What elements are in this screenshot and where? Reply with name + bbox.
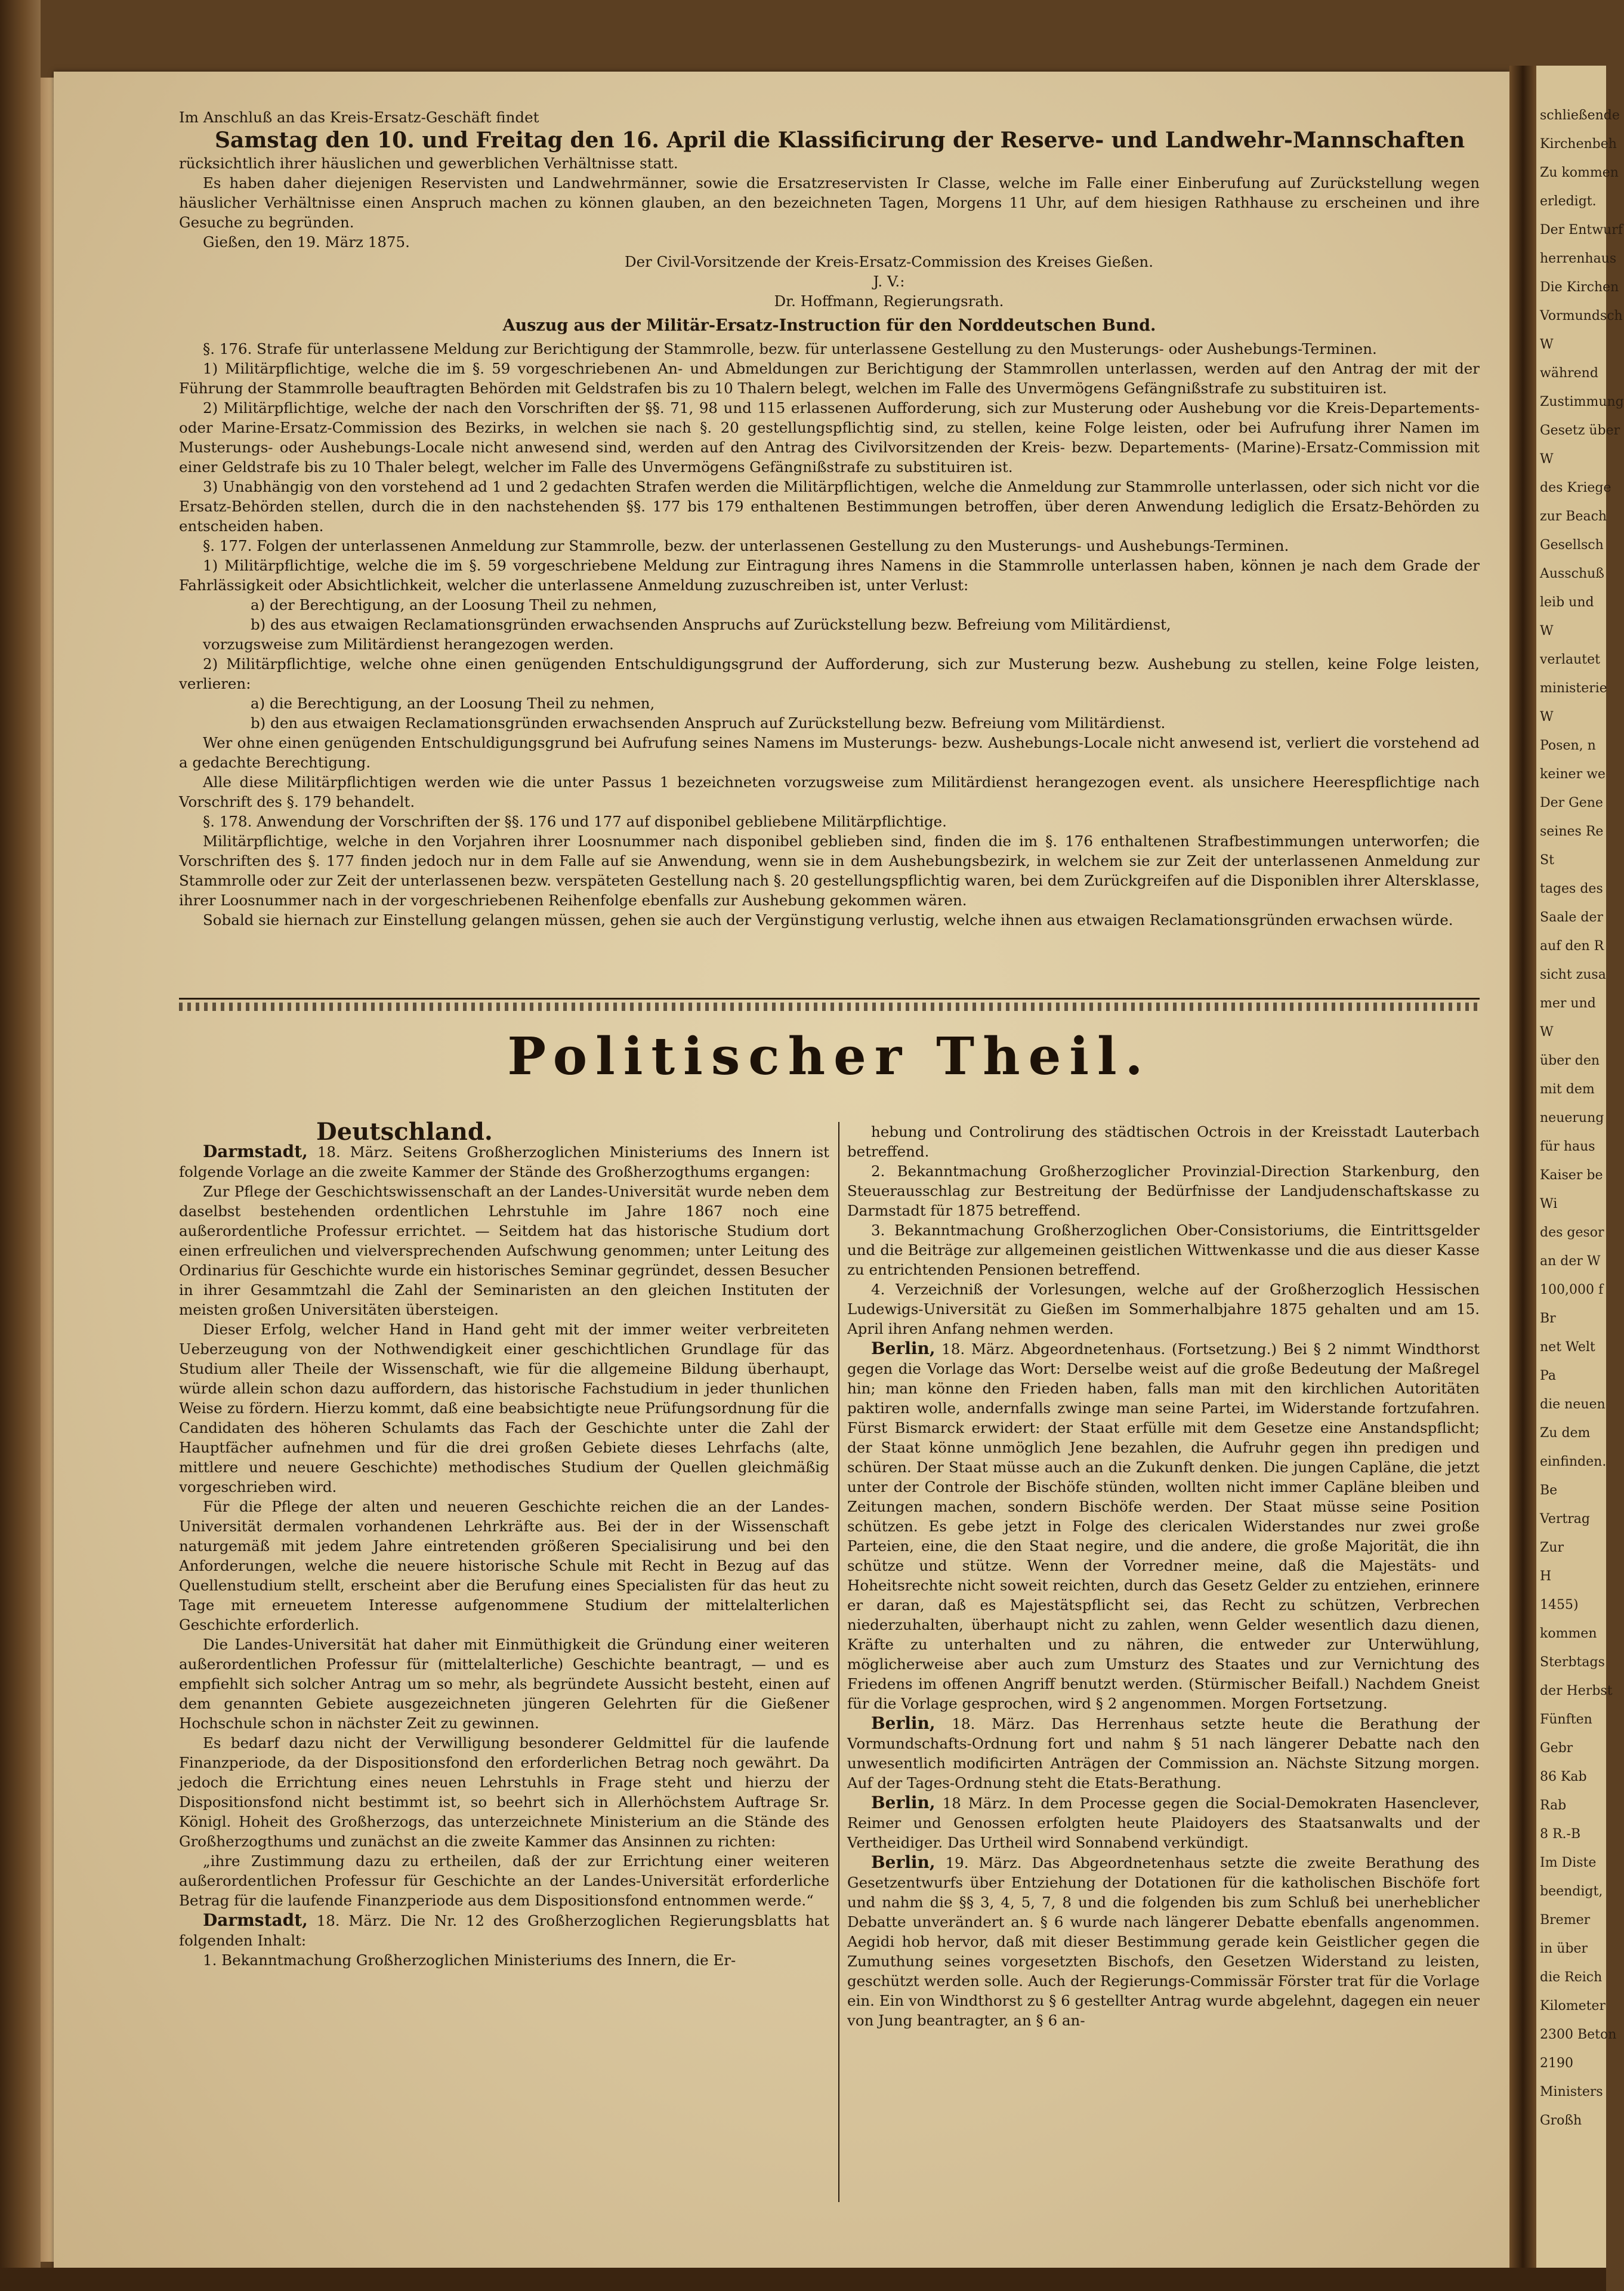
facing-page-fragment: Vertrag — [1540, 1512, 1590, 1527]
facing-page-fragment: beendigt, — [1540, 1884, 1603, 1899]
section-title: Politischer Theil. — [507, 1026, 1151, 1087]
facing-page-fragment: Be — [1540, 1483, 1558, 1498]
facing-page-fragment: die neuen — [1540, 1397, 1606, 1412]
facing-page-fragment: auf den R — [1540, 939, 1604, 954]
facing-page-fragment: Saale der — [1540, 910, 1603, 925]
paragraph-text: 2. Bekanntmachung Großherzoglicher Provinzial-Direction Starkenburg, den Steuerausschlag zur Bestreitung der Bedürfnisse der Landjudenschaftskasse zu Darmstadt für 1875 betreffend. — [847, 1163, 1480, 1219]
excerpt-paragraph: a) die Berechtigung, an der Loosung Theil zu nehmen, — [251, 695, 655, 712]
facing-page-fragment: Gebr — [1540, 1741, 1573, 1756]
article-paragraph — [179, 1182, 829, 1319]
excerpt-body — [179, 339, 1480, 930]
facing-page-fragment: leib und — [1540, 595, 1594, 610]
facing-page-fragment: Zur — [1540, 1540, 1564, 1555]
paragraph-text: 18. März. Die Nr. 12 des Großherzoglichen Regierungsblatts hat folgenden Inhalt: — [179, 1912, 829, 1949]
left-column — [179, 1118, 829, 1970]
facing-page-fragment: W — [1540, 1025, 1554, 1040]
paragraph-text: Dieser Erfolg, welcher Hand in Hand geht mit der immer weiter verbreiteten Ueberzeugung von der Nothwendigkeit einer geschichtlichen Grundlage für das Studium aller Theile der Wissenschaft, wie für die allgemeine Bildung überhaupt, würde allein schon dazu auffordern, das historische Fachstudium in jeder thunlichen Weise zu fördern. Hierzu kommt, daß eine beabsichtigte neue Prüfungsordnung für die Candidaten des höheren Schulamts das Fach der Geschichte unter die Zahl der Hauptfächer aufnehmen und für die drei großen Gebiete dieses Lehrfachs (alte, mittlere und neuere Geschichte) methodisches Studium der Quellen gleichmäßig vorgeschrieben wird. — [179, 1321, 829, 1496]
facing-page-fragment: 86 Kab — [1540, 1769, 1587, 1784]
facing-page-fragment: kommen — [1540, 1626, 1597, 1641]
article-paragraph — [847, 1793, 1480, 1852]
facing-page-fragment: Bremer — [1540, 1913, 1591, 1928]
excerpt-paragraph: Militärpflichtige, welche in den Vorjahren ihrer Loosnummer nach disponibel geblieben sind, finden die im §. 176 enthaltenen Strafbestimmungen unterworfen; die Vorschriften des §. 177 finden jedoch nur in dem Falle auf sie Anwendung, wenn sie in dem Aushebungsbezirk, in welchem sie zur Zeit der unterlassenen Anmeldung zur Stammrolle oder zur Zeit der unterlassenen bezw. verspäteten Gestellung nach §. 20 gestellungspflichtig waren, bei dem Zurückgreifen auf die Disponiblen ihrer Altersklasse, ihrer Loosnummer nach in der vorgeschriebenen Reihenfolge ebenfalls zur Aushebung gekommen wären. — [179, 832, 1480, 909]
facing-page-fragment: ministerie — [1540, 681, 1607, 696]
dateline: Darmstadt, — [203, 1910, 308, 1930]
facing-page-fragment: Wi — [1540, 1197, 1558, 1211]
facing-page-fragment: verlautet — [1540, 652, 1600, 667]
excerpt-paragraph: Sobald sie hiernach zur Einstellung gelangen müssen, gehen sie auch der Vergünstigung verlustig, welche ihnen aus etwaigen Reclamationsgründen erwachsen würde. — [203, 911, 1453, 929]
facing-page-fragment: sicht zusa — [1540, 967, 1606, 982]
facing-page-fragment: Die Kirchen — [1540, 280, 1619, 295]
paragraph-text: 3. Bekanntmachung Großherzoglichen Ober-Consistoriums, die Eintrittsgelder und die Beiträge zur allgemeinen geistlichen Wittwenkasse und die aus dieser Kasse zu entrichtenden Pensionen betreffend. — [847, 1222, 1480, 1278]
announcement-signer-jv: J. V.: — [873, 273, 905, 290]
article-paragraph — [179, 1950, 829, 1970]
facing-page-fragment: Pa — [1540, 1368, 1556, 1383]
paragraph-text: „ihre Zustimmung dazu zu ertheilen, daß der zur Errichtung einer weiteren außerordentlichen Professur für Geschichte an der Landes-Universität erforderliche Betrag für die laufende Finanzperiode aus dem Dispositionsfond entnommen werde.“ — [179, 1852, 829, 1909]
paragraph-text: hebung und Controlirung des städtischen Octrois in der Kreisstadt Lauterbach betreffend. — [847, 1123, 1480, 1160]
article-paragraph — [179, 1142, 829, 1182]
facing-page-fragment: erledigt. — [1540, 194, 1597, 209]
excerpt-title: Auszug aus der Militär-Ersatz-Instruction für den Norddeutschen Bund. — [502, 316, 1156, 335]
excerpt-paragraph: §. 177. Folgen der unterlassenen Anmeldung zur Stammrolle, bezw. der unterlassenen Gestellung zu den Musterungs- und Aushebungs-Terminen. — [203, 537, 1289, 554]
excerpt-paragraph: b) den aus etwaigen Reclamationsgründen erwachsenden Anspruch auf Zurückstellung bezw. Befreiung vom Militärdienst. — [251, 714, 1166, 732]
facing-page-fragment: herrenhaus — [1540, 251, 1617, 266]
facing-page-fragment: W — [1540, 710, 1554, 724]
left-column-body — [179, 1142, 829, 1970]
facing-page-fragment: Gesetz über — [1540, 423, 1620, 438]
ornamental-rule — [179, 1003, 1480, 1011]
facing-page-fragment: net Welt — [1540, 1340, 1595, 1355]
excerpt-paragraph: 2) Militärpflichtige, welche ohne einen genügenden Entschuldigungsgrund der Aufforderung, sich zur Musterung bezw. Aushebung zu stellen, keine Folge leisten, verlieren: — [179, 655, 1480, 692]
dateline: Berlin, — [871, 1793, 936, 1812]
article-paragraph — [847, 1161, 1480, 1220]
top-divider — [179, 998, 1480, 1000]
book-gutter — [1509, 66, 1536, 2286]
article-paragraph — [179, 1497, 829, 1635]
facing-page-edge — [1536, 66, 1624, 2286]
facing-page-fragment: einfinden. — [1540, 1454, 1607, 1469]
paragraph-text: 19. März. Das Abgeordnetenhaus setzte die zweite Berathung des Gesetzentwurfs über Entziehung der Dotationen für die katholischen Bischöfe fort und nahm die §§ 3, 4, 5, 7, 8 und die folgenden bis zum Schluß bei unerheblicher Debatte unverändert an. § 6 wurde nach längerer Debatte ebenfalls angenommen. Aegidi hob hervor, daß mit dieser Bestimmung gerade kein Geistlicher gegen die Zumuthung seines vorgesetzten Bischofs, den Gesetzen Widerstand zu leisten, geschützt werden solle. Auch der Regierungs-Commissär Förster trat für die Vorlage ein. Ein von Windthorst zu § 6 gestellter Antrag wurde abgelehnt, dagegen ein neuer von Jung beantragter, an § 6 an- — [847, 1854, 1480, 2029]
dateline: Berlin, — [871, 1713, 936, 1733]
excerpt-paragraph: 2) Militärpflichtige, welche der nach den Vorschriften der §§. 71, 98 und 115 erlassenen Aufforderung, sich zur Musterung oder Aushebung vor die Kreis-Departements- oder Marine-Ersatz-Commission des Bezirks, in welchen sie nach §. 20 gestellungspflichtig sind, zu stellen, keine Folge leisten, oder bei Aufrufung ihrer Namen im Musterungs- oder Aushebungs-Locale nicht anwesend sind, werden auf den Antrag des Civilvorsitzenden der Kreis- bezw. Departements- (Marine)-Ersatz-Commission mit einer Geldstrafe bis zu 10 Thaler belegt, welcher im Falle des Unvermögens Gefängnißstrafe zu substituiren ist. — [179, 399, 1480, 476]
facing-page-fragment: Kilometer — [1540, 1999, 1606, 2014]
announcement-date: Gießen, den 19. März 1875. — [203, 233, 410, 251]
facing-page-fragment: keiner we — [1540, 767, 1606, 782]
paragraph-text: 18. März. Seitens Großherzoglichen Ministeriums des Innern ist folgende Vorlage an die zweite Kammer der Stände des Großherzogthums ergangen: — [179, 1143, 829, 1180]
facing-page-fragment: Ministers — [1540, 2085, 1603, 2099]
paragraph-text: Es bedarf dazu nicht der Verwilligung besonderer Geldmittel für die laufende Finanzperiode, da der Dispositionsfond den erforderlichen Betrag noch gewährt. Da jedoch die Errichtung eines neuen Lehrstuhls in Frage steht und hierzu der Dispositionsfond nicht bestimmt ist, so beehrt sich in Allerhöchstem Auftrage Sr. Königl. Hoheit des Großherzogs, das unterzeichnete Ministerium an die Stände des Großherzogthums und zunächst an die zweite Kammer das Ansinnen zu richten: — [179, 1734, 829, 1850]
article-paragraph — [179, 1851, 829, 1910]
facing-page-fragment: für haus — [1540, 1139, 1595, 1154]
column-divider — [838, 1122, 839, 2202]
facing-page-fragment: 8 R.-B — [1540, 1827, 1581, 1842]
excerpt-paragraph: 3) Unabhängig von den vorstehend ad 1 und 2 gedachten Strafen werden die Militärpflichtigen, welche die Anmeldung zur Stammrolle unterlassen, oder sich nicht vor die Ersatz-Behörden stellen, durch die in den nachstehenden §§. 177 bis 179 enthaltenen Bestimmungen betroffen, über deren Anwendung lediglich die Ersatz-Behörden zu entscheiden haben. — [179, 478, 1480, 535]
facing-page-fragment: Br — [1540, 1311, 1556, 1326]
article-paragraph — [179, 1910, 829, 1950]
facing-page-fragment: seines Re — [1540, 824, 1604, 839]
announcement-headline: Samstag den 10. und Freitag den 16. April die Klassificirung der Reserve- und Landwehr-Mannschaften — [215, 128, 1465, 153]
facing-page-fragment: Kirchenbeh — [1540, 137, 1617, 152]
facing-page-fragment: Vormundsch — [1540, 309, 1623, 323]
announcement-paragraph: Es haben daher diejenigen Reservisten und Landwehrmänner, sowie die Ersatzreservisten Ir Classe, welche im Falle einer Einberufung auf Zurückstellung wegen häuslicher Verhältnisse einen Anspruch machen zu können glauben, an den bezeichneten Tagen, Morgens 11 Uhr, auf dem hiesigen Rathhause zu erscheinen und ihre Gesuche zu begründen. — [179, 174, 1480, 231]
paragraph-text: 18. März. Abgeordnetenhaus. (Fortsetzung.) Bei § 2 nimmt Windthorst gegen die Vorlage das Wort: Derselbe weist auf die große Bedeutung der Maßregel hin; man könne den Frieden haben, falls man mit den kirchlichen Autoritäten paktiren wolle, andernfalls zwinge man seine Partei, im Widerstande fortzufahren. Fürst Bismarck erwidert: der Staat erfülle mit dem Gesetze eine Anstandspflicht; der Staat könne unmöglich Jene bezahlen, die Aufruhr gegen ihn predigen und schüren. Der Staat müsse auch an die Zukunft denken. Die jungen Capläne, die jetzt unter der Controle der Bischöfe stünden, wollten nicht immer Capläne bleiben und Zeitungen machen, sondern Bischöfe werden. Der Staat müsse seine Position schützen. Es gebe jetzt in Folge des clericalen Widerstandes nur zwei große Parteien, eine, die den Staat negire, und die andere, die große Majorität, die ihn schütze und stütze. Wenn der Vorredner meine, daß die Majestäts- und Hoheitsrechte nicht soweit reichten, durch das Gesetz Gelder zu entziehen, erinnere er daran, daß es Majestätspflicht sei, das Recht zu schützen, Verbrechen niederzuhalten, überhaupt nicht zu zahlen, wenn Gelder wesentlich dazu dienen, Kräfte zu unterhalten und zu nähren, die entweder zur Unterwühlung, möglicherweise aber auch zum Umsturz des Staates und zur Vernichtung des Friedens im offenen Angriff benutzt werden. (Stürmischer Beifall.) Nachdem Gneist für die Vorlage gesprochen, wird § 2 angenommen. Morgen Fortsetzung. — [847, 1340, 1480, 1712]
facing-page-fragment: Zu kommen — [1540, 165, 1619, 180]
facing-page-fragment: Rab — [1540, 1798, 1567, 1813]
facing-page-fragment: während — [1540, 366, 1598, 381]
excerpt-paragraph: 1) Militärpflichtige, welche die im §. 59 vorgeschriebenen An- und Abmeldungen zur Berichtigung der Stammrollen unterlassen, werden auf den Antrag der mit der Führung der Stammrolle beauftragten Behörden mit Geldstrafen bis zu 10 Thalern belegt, welchen im Falle des Unvermögens Gefängnißstrafe zu substituiren ist. — [179, 360, 1480, 397]
facing-page-fragment: in über — [1540, 1941, 1588, 1956]
facing-page-fragment: die Reich — [1540, 1970, 1603, 1985]
article-paragraph — [847, 1852, 1480, 2030]
paragraph-text: Für die Pflege der alten und neueren Geschichte reichen die an der Landes-Universität dermalen vorhandenen Lehrkräfte aus. Bei der in der Wissenschaft naturgemäß mit jedem Jahre eintretenden größeren Specialisirung und bei den Anforderungen, welche die neuere historische Schule mit Recht in Bezug auf das Quellenstudium stellt, erscheint aber die Berufung eines Specialisten für das heut zu Tage mit erneuetem Interesse aufgenommene Studium der mittelalterlichen Geschichte erforderlich. — [179, 1498, 829, 1633]
article-paragraph — [179, 1733, 829, 1851]
facing-page-fragment: mit dem — [1540, 1082, 1595, 1097]
dateline: Berlin, — [871, 1852, 936, 1872]
dateline: Berlin, — [871, 1339, 936, 1358]
facing-page-fragment: 2190 — [1540, 2056, 1573, 2071]
facing-page-fragment: Fünften — [1540, 1712, 1592, 1727]
facing-page-fragment: Zu dem — [1540, 1426, 1591, 1441]
facing-page-fragment: Sterbtags — [1540, 1655, 1605, 1670]
announcement-signer: Der Civil-Vorsitzende der Kreis-Ersatz-Commission des Kreises Gießen. — [625, 253, 1153, 270]
excerpt-paragraph: a) der Berechtigung, an der Loosung Theil zu nehmen, — [251, 596, 657, 613]
article-paragraph — [179, 1319, 829, 1497]
excerpt-paragraph: §. 176. Strafe für unterlassene Meldung zur Berichtigung der Stammrolle, bezw. für unterlassene Gestellung zu den Musterungs- oder Aushebungs-Terminen. — [203, 340, 1377, 357]
paragraph-text: 18 März. In dem Processe gegen die Social-Demokraten Hasenclever, Reimer und Genossen erfolgten heute Plaidoyers des Staatsanwalts und der Vertheidiger. Das Urtheil wird Sonnabend verkündigt. — [847, 1794, 1480, 1851]
subsection-title: Deutschland. — [316, 1118, 493, 1146]
excerpt-paragraph: b) des aus etwaigen Reclamationsgründen erwachsenden Anspruchs auf Zurückstellung bezw. Befreiung vom Militärdienst, — [251, 616, 1171, 633]
facing-page-fragment: H — [1540, 1569, 1552, 1584]
facing-page-fragment: mer und — [1540, 996, 1596, 1011]
facing-page-fragment: 1455) — [1540, 1598, 1579, 1612]
right-column-body — [847, 1122, 1480, 2030]
facing-page-fragment: Der Entwurf — [1540, 223, 1623, 238]
facing-page-fragment: Großh — [1540, 2113, 1582, 2128]
bottom-edge — [0, 2268, 1606, 2291]
facing-page-fragment: zur Beach — [1540, 509, 1607, 524]
paragraph-text: Die Landes-Universität hat daher mit Einmüthigkeit die Gründung einer weiteren außerordentlichen Professur für (mittelalterliche) Geschichte beantragt, — und es empfiehlt sich solcher Antrag um so mehr, als begründete Aussicht besteht, einen auf dem genannten Gebiete ausgezeichneten jüngeren Gelehrten für die Gießener Hochschule schon in nächster Zeit zu gewinnen. — [179, 1636, 829, 1732]
paragraph-text: Zur Pflege der Geschichtswissenschaft an der Landes-Universität wurde neben dem daselbst bestehenden ordentlichen Lehrstuhle im Jahre 1867 noch eine außerordentliche Professur errichtet. — Seitdem hat das historische Studium dort einen erfreulichen und vielversprechenden Aufschwung genommen; unter Leitung des Ordinarius für Geschichte wurde ein historisches Seminar gegründet, dessen Besucher in ihrer Gesammtzahl die Zahl der Seminaristen an den gleichen Instituten der meisten großen Universitäten übersteigen. — [179, 1183, 829, 1318]
facing-page-fragment: neuerung — [1540, 1111, 1604, 1126]
announcement-intro: Im Anschluß an das Kreis-Ersatz-Geschäft findet — [179, 109, 539, 126]
facing-page-fragment: Ausschuß — [1540, 566, 1604, 581]
facing-page-fragment: 2300 Beton — [1540, 2027, 1617, 2042]
announcement-subline: rücksichtlich ihrer häuslichen und gewerblichen Verhältnisse statt. — [179, 155, 678, 172]
article-paragraph — [847, 1713, 1480, 1793]
facing-page-fragment: W — [1540, 337, 1554, 352]
article-paragraph — [179, 1635, 829, 1733]
article-paragraph — [847, 1279, 1480, 1339]
article-paragraph — [847, 1122, 1480, 1161]
facing-page-fragment: W — [1540, 452, 1554, 467]
article-paragraph — [847, 1220, 1480, 1279]
paragraph-text: 1. Bekanntmachung Großherzoglichen Ministeriums des Innern, die Er- — [203, 1951, 736, 1969]
facing-page-fragment: an der W — [1540, 1254, 1601, 1269]
facing-page-fragment: schließende — [1540, 108, 1620, 123]
facing-page-fragment: Der Gene — [1540, 795, 1603, 810]
excerpt-paragraph: Alle diese Militärpflichtigen werden wie die unter Passus 1 bezeichneten vorzugsweise zum Militärdienst herangezogen event. als unsichere Heerespflichtige nach Vorschrift des §. 179 behandelt. — [179, 773, 1480, 810]
facing-page-fragment: der Herbst — [1540, 1683, 1613, 1698]
facing-page-fragment: Im Diste — [1540, 1855, 1597, 1870]
facing-page-fragment: des Kriege — [1540, 480, 1611, 495]
excerpt-paragraph: vorzugsweise zum Militärdienst herangezogen werden. — [203, 636, 614, 653]
book-binding — [0, 0, 41, 2291]
paragraph-text: 18. März. Das Herrenhaus setzte heute die Berathung der Vormundschafts-Ordnung fort und nahm § 51 nach längerer Debatte nach den unwesentlich modificirten Anträgen der Commission an. Nächste Sitzung morgen. Auf der Tages-Ordnung steht die Etats-Berathung. — [847, 1715, 1480, 1792]
excerpt-paragraph: Wer ohne einen genügenden Entschuldigungsgrund bei Aufrufung seines Namens im Musterungs- bezw. Aushebungs-Locale nicht anwesend ist, verliert die vorstehend ad a gedachte Berechtigung. — [179, 734, 1480, 771]
facing-page-fragment: St — [1540, 853, 1554, 868]
facing-page-fragment: Kaiser be — [1540, 1168, 1603, 1183]
paragraph-text: 4. Verzeichniß der Vorlesungen, welche auf der Großherzoglich Hessischen Ludewigs-Universität zu Gießen im Sommerhalbjahre 1875 gehalten und am 15. April ihren Anfang nehmen werden. — [847, 1281, 1480, 1337]
excerpt-paragraph: 1) Militärpflichtige, welche die im §. 59 vorgeschriebene Meldung zur Eintragung ihres Namens in die Stammrolle unterlassen haben, können je nach dem Grade der Fahrlässigkeit oder Absichtlichkeit, welcher die unterlassene Anmeldung zuzuschreiben ist, unter Verlust: — [179, 557, 1480, 594]
excerpt-paragraph: §. 178. Anwendung der Vorschriften der §§. 176 und 177 auf disponibel gebliebene Militärpflichtige. — [203, 813, 947, 830]
right-column — [847, 1122, 1480, 2030]
facing-page-fragment: Zustimmung — [1540, 394, 1624, 409]
facing-page-fragment: über den — [1540, 1053, 1600, 1068]
announcement-block — [179, 107, 1480, 930]
article-paragraph — [847, 1339, 1480, 1713]
facing-page-fragment: tages des — [1540, 881, 1603, 896]
facing-page-fragment: W — [1540, 624, 1554, 639]
dateline: Darmstadt, — [203, 1142, 308, 1161]
facing-page-fragment: Gesellsch — [1540, 538, 1604, 553]
facing-page-fragment: Posen, n — [1540, 738, 1596, 753]
facing-page-fragment: 100,000 f — [1540, 1282, 1604, 1297]
announcement-signer-name: Dr. Hoffmann, Regierungsrath. — [774, 292, 1004, 310]
page-edge — [41, 78, 54, 2262]
facing-page-fragment: des gesor — [1540, 1225, 1604, 1240]
